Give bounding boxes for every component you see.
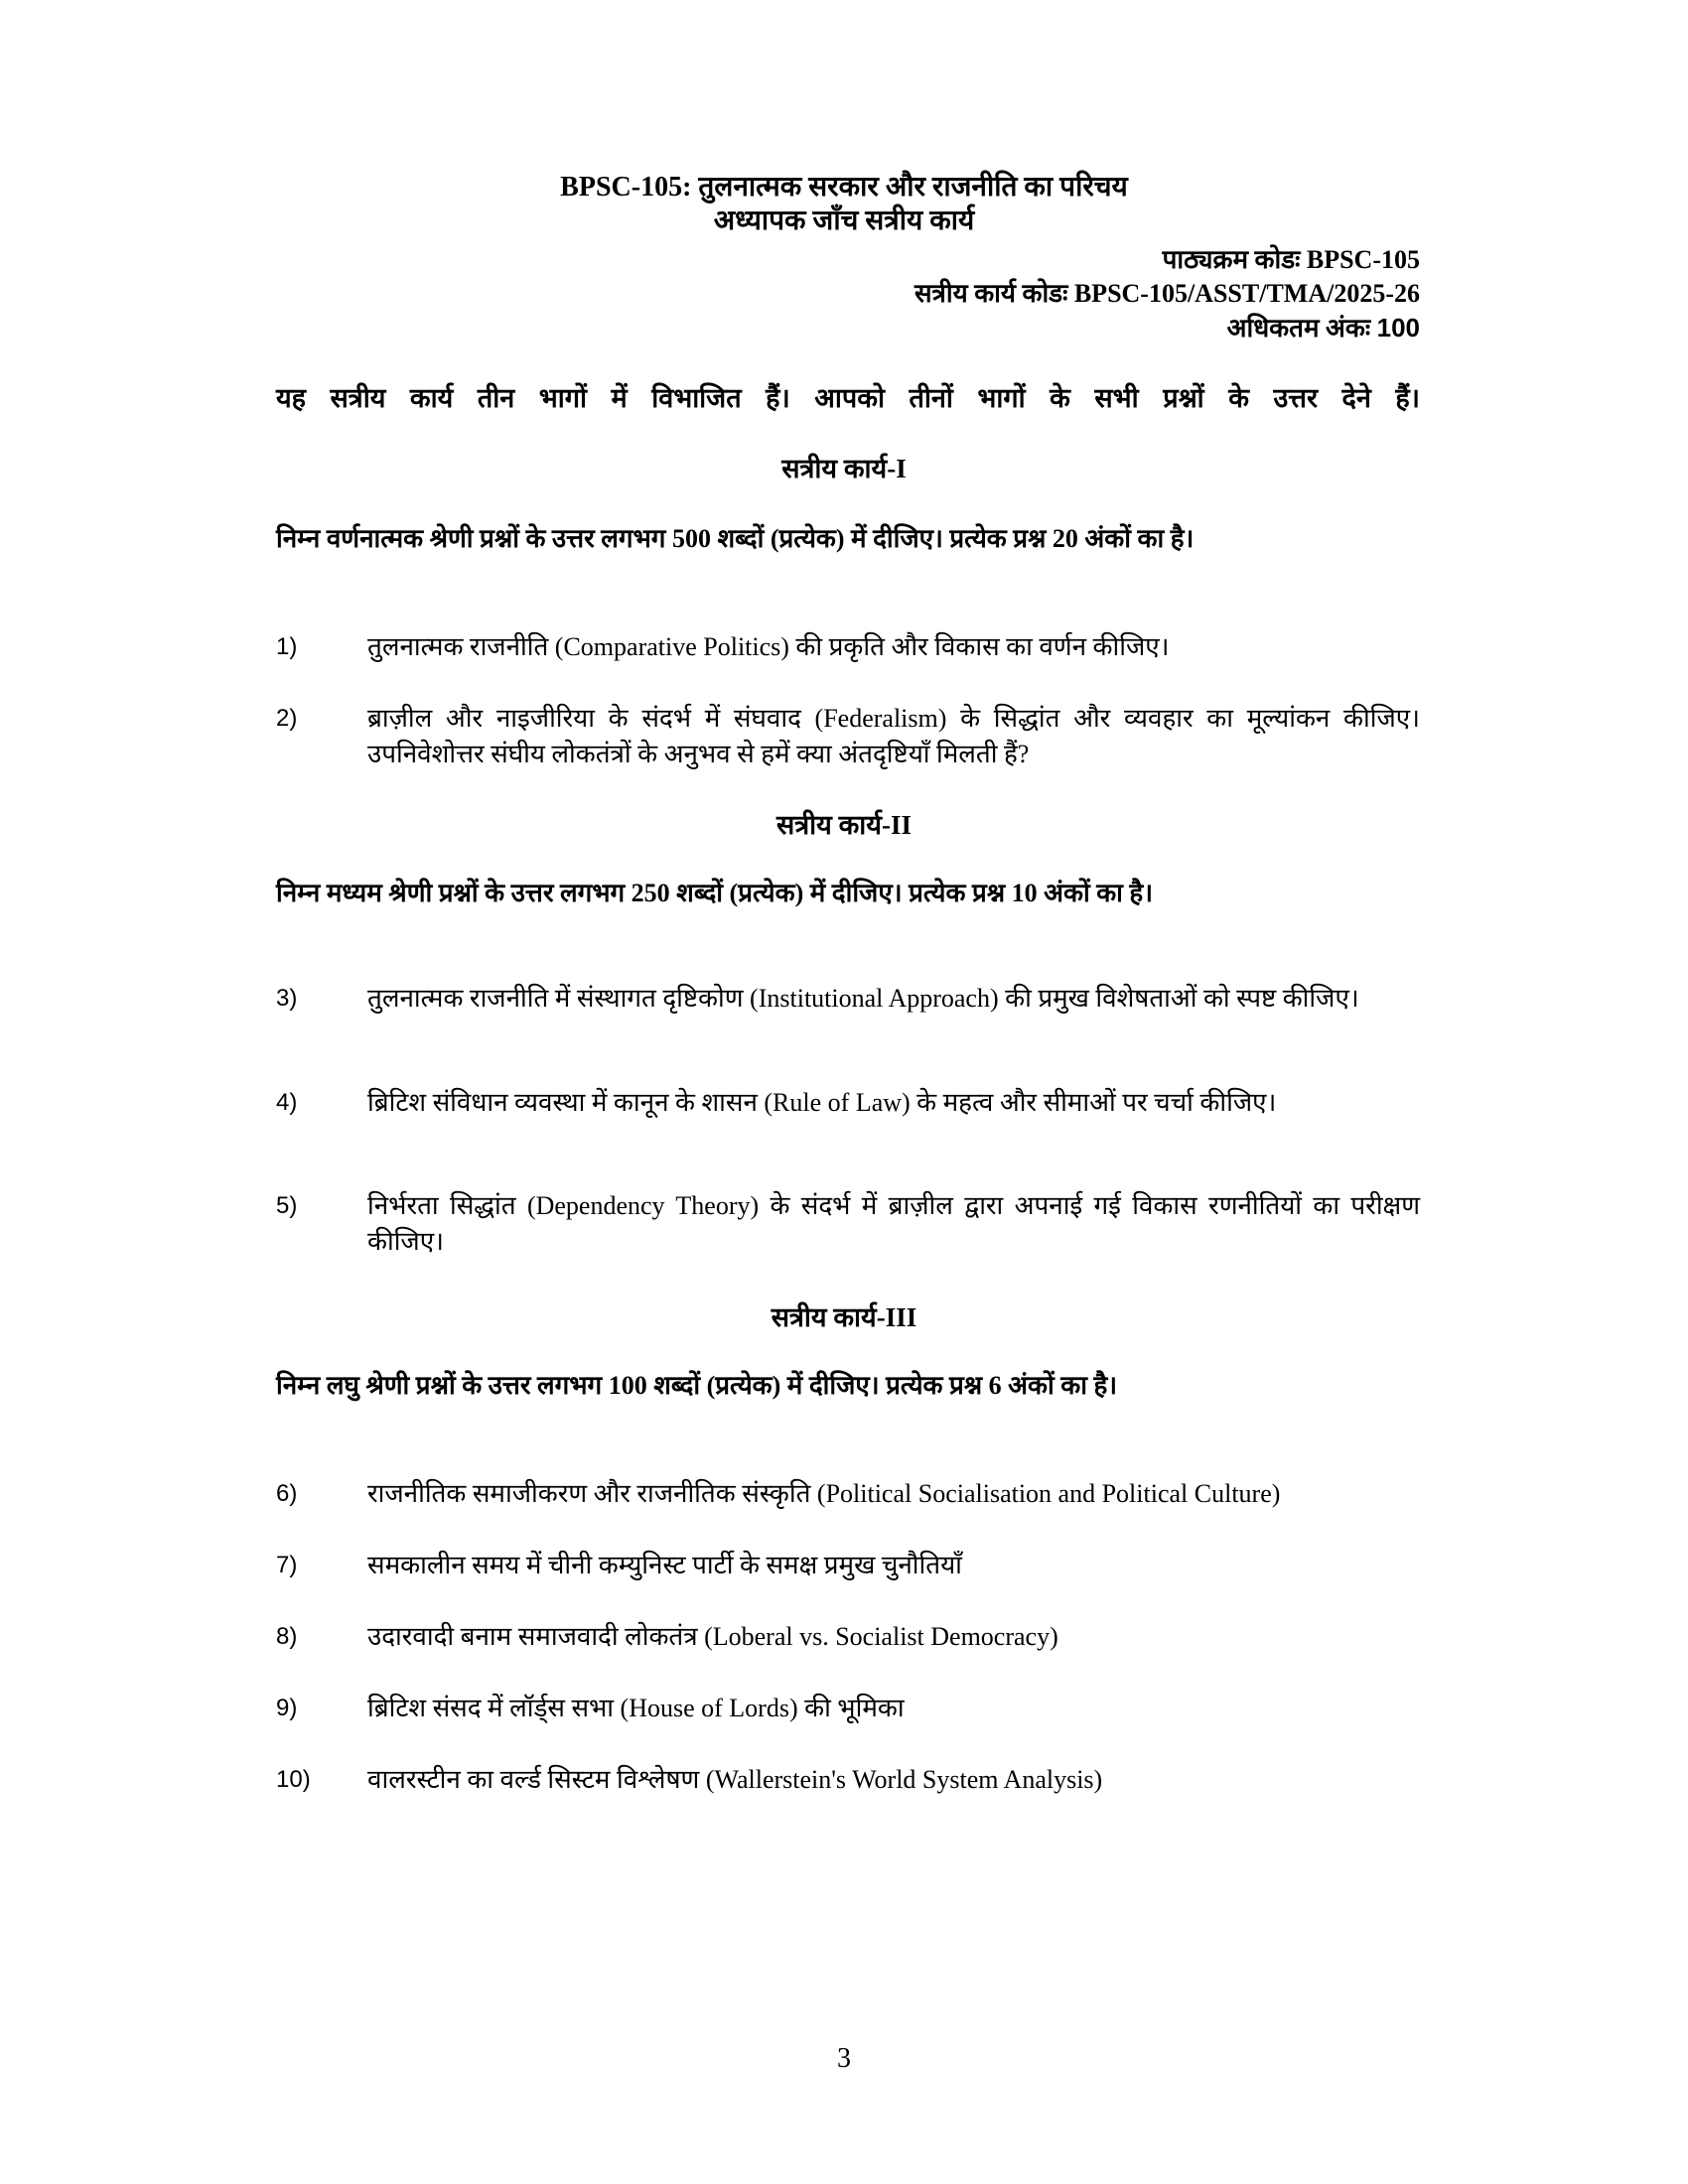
section-title-1: सत्रीय कार्य-I — [781, 454, 907, 483]
question-text: तुलनात्मक राजनीति (Comparative Politics) की प्रकृति और विकास का वर्णन कीजिए। — [367, 632, 1170, 661]
document-subtitle: अध्यापक जाँच सत्रीय कार्य — [713, 205, 975, 236]
section-instruction-3: निम्न लघु श्रेणी प्रश्नों के उत्तर लगभग 100 शब्दों (प्रत्येक) में दीजिए। प्रत्येक प्रश्न 6 अंकों का है। — [276, 1371, 1118, 1400]
section-title-2: सत्रीय कार्य-II — [776, 810, 912, 840]
question-number: 10) — [276, 1766, 311, 1793]
question-text: राजनीतिक समाजीकरण और राजनीतिक संस्कृति (Political Socialisation and Political Culture) — [367, 1479, 1281, 1508]
max-marks — [1227, 311, 1420, 345]
question-number: 1) — [276, 633, 298, 660]
question-text: ब्राज़ील और नाइजीरिया के संदर्भ में संघवाद (Federalism) के सिद्धांत और व्यवहार का मूल्यांकन कीजिए। उपनिवेशोत्तर संघीय लोकतंत्रों के अनुभव से हमें क्या अंतदृष्टियाँ मिलती हैं? — [367, 704, 1420, 768]
intro-text: यह सत्रीय कार्य तीन भागों में विभाजित हैं। आपको तीनों भागों के सभी प्रश्नों के उत्तर देने हैं। — [276, 383, 1420, 413]
document-title: BPSC-105: तुलनात्मक सरकार और राजनीति का परिचय — [560, 172, 1128, 203]
question-number: 9) — [276, 1695, 298, 1721]
question-number: 7) — [276, 1552, 298, 1578]
question-text: समकालीन समय में चीनी कम्युनिस्ट पार्टी के समक्ष प्रमुख चुनौतियाँ — [367, 1551, 962, 1579]
question-text: ब्रिटिश संविधान व्यवस्था में कानून के शासन (Rule of Law) के महत्व और सीमाओं पर चर्चा कीजिए। — [367, 1088, 1277, 1117]
question-number: 2) — [276, 705, 298, 732]
section-instruction-1: निम्न वर्णनात्मक श्रेणी प्रश्नों के उत्तर लगभग 500 शब्दों (प्रत्येक) में दीजिए। प्रत्येक प्रश्न 20 अंकों का है। — [276, 524, 1195, 553]
question-text: ब्रिटिश संसद में लॉर्ड्स सभा (House of Lords) की भूमिका — [367, 1694, 905, 1722]
course-code-label: पाठ्यक्रम कोडः — [1162, 245, 1307, 274]
question-text: उदारवादी बनाम समाजवादी लोकतंत्र (Loberal vs. Socialist Democracy) — [367, 1622, 1058, 1651]
max-marks-value: 100 — [1376, 313, 1420, 342]
max-marks-label: अधिकतम अंकः — [1226, 314, 1377, 342]
assignment-code — [914, 277, 1420, 311]
question-number: 3) — [276, 985, 298, 1012]
question-number: 8) — [276, 1623, 298, 1650]
question-number: 5) — [276, 1192, 298, 1219]
course-code-value: BPSC-105 — [1306, 245, 1420, 274]
assignment-code-label: सत्रीय कार्य कोडः — [914, 279, 1074, 308]
section-title-3: सत्रीय कार्य-III — [771, 1302, 917, 1332]
question-text: निर्भरता सिद्धांत (Dependency Theory) के संदर्भ में ब्राज़ील द्वारा अपनाई गई विकास रणनीतियों का परीक्षण कीजिए। — [367, 1191, 1420, 1256]
question-text: तुलनात्मक राजनीति में संस्थागत दृष्टिकोण (Institutional Approach) की प्रमुख विशेषताओं को स्पष्ट कीजिए। — [367, 984, 1359, 1013]
page-number: 3 — [837, 2043, 851, 2074]
question-number: 4) — [276, 1089, 298, 1116]
assignment-code-value: BPSC-105/ASST/TMA/2025-26 — [1073, 279, 1420, 308]
question-number: 6) — [276, 1480, 298, 1507]
course-code — [1163, 243, 1420, 277]
question-text: वालरस्टीन का वर्ल्ड सिस्टम विश्लेषण (Wallerstein's World System Analysis) — [367, 1765, 1103, 1794]
section-instruction-2: निम्न मध्यम श्रेणी प्रश्नों के उत्तर लगभग 250 शब्दों (प्रत्येक) में दीजिए। प्रत्येक प्रश्न 10 अंकों का है। — [276, 879, 1154, 907]
